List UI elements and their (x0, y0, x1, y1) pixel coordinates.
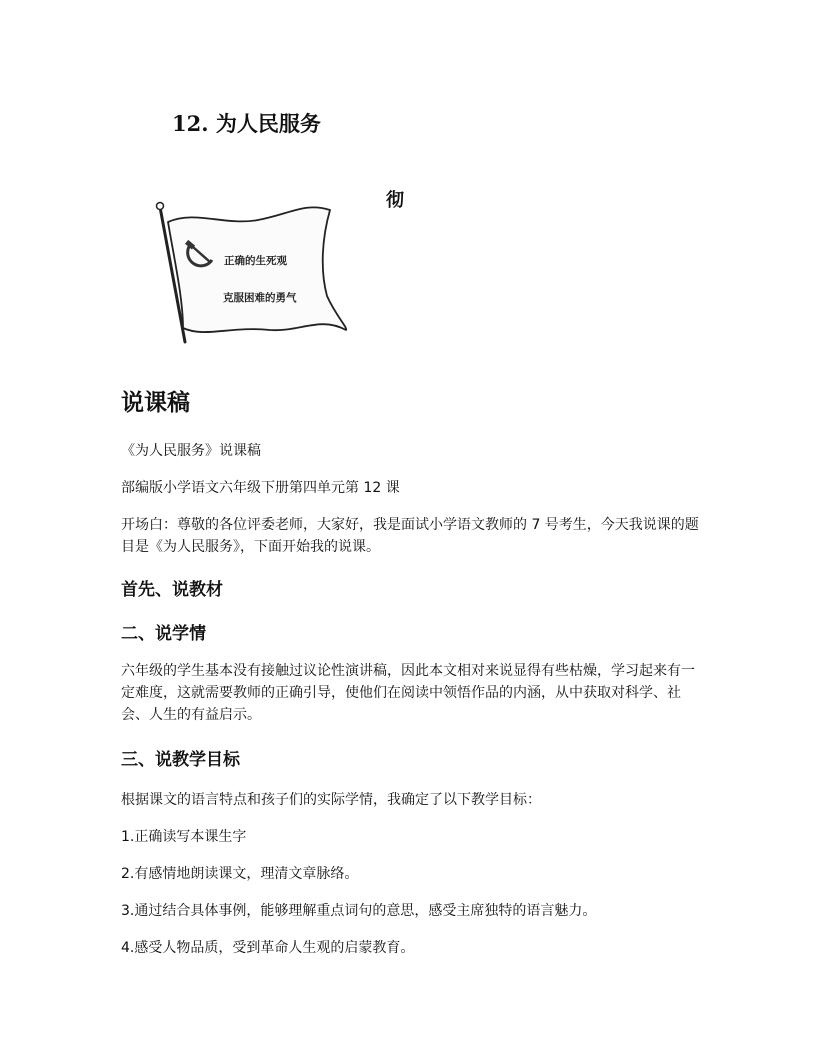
flag-text-line-2: 克服困难的勇气 (223, 292, 297, 304)
goals-intro: 根据课文的语言特点和孩子们的实际学情，我确定了以下教学目标： (121, 792, 541, 808)
flag-text-line-1: 正确的生死观 (224, 255, 287, 267)
goal-item: 2.有感情地朗读课文，理清文章脉络。 (121, 866, 359, 882)
goal-item: 1.正确读写本课生字 (121, 829, 247, 845)
heading-textbook: 首先、说教材 (121, 580, 223, 600)
learner-paragraph: 六年级的学生基本没有接触过议论性演讲稿，因此本文相对来说显得有些枯燥，学习起来有一定难度，这就需要教师的正确引导，使他们在阅读中领悟作品的内涵，从中获取对科学、社会、人生的有益启示。 (121, 663, 695, 723)
doc-title: 《为人民服务》说课稿 (121, 443, 261, 459)
flag-illustration (150, 198, 365, 348)
goal-item: 4.感受人物品质，受到革命人生观的启蒙教育。 (121, 940, 415, 956)
section-title: 说课稿 (121, 390, 190, 416)
goal-item: 3.通过结合具体事例，能够理解重点词句的意思，感受主席独特的语言魅力。 (121, 903, 597, 919)
lesson-title: 12. 为人民服务 (172, 111, 321, 136)
textbook-info: 部编版小学语文六年级下册第四单元第 12 课 (121, 480, 400, 496)
heading-learners: 二、说学情 (121, 624, 206, 644)
heading-goals: 三、说教学目标 (121, 750, 240, 770)
stray-character: 彻 (386, 190, 404, 211)
opening-paragraph: 开场白：尊敬的各位评委老师，大家好，我是面试小学语文教师的 7 号考生，今天我说课的题目是《为人民服务》，下面开始我的说课。 (121, 517, 699, 555)
